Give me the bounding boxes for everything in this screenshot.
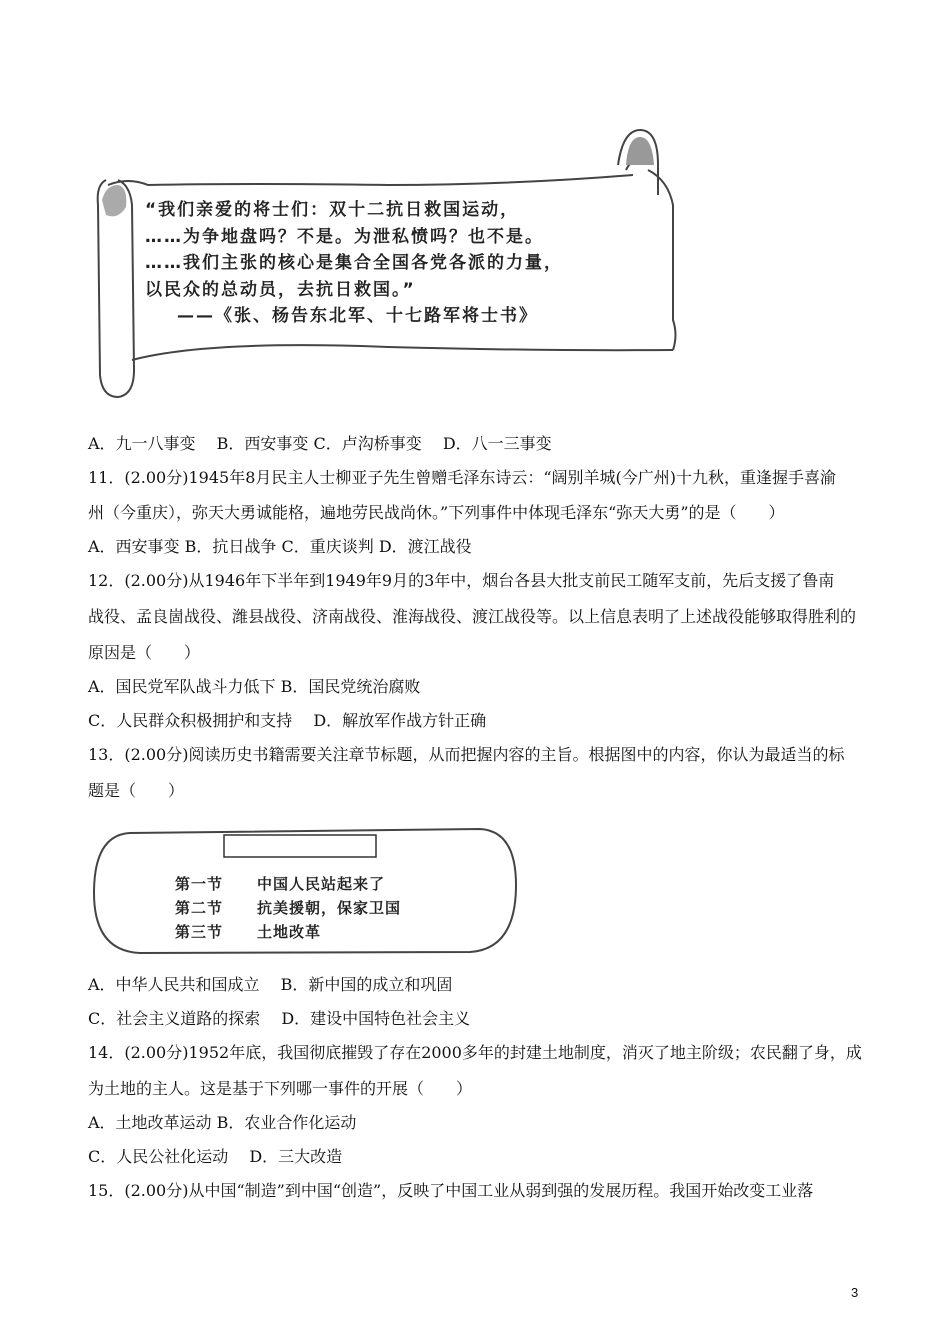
q15-stem: 15．(2.00分)从中国“制造”到中国“创造”，反映了中国工业从弱到强的发展历程。我国开始改变工业落 <box>88 1181 814 1200</box>
section-number: 第二节 <box>175 899 224 917</box>
section-number: 第三节 <box>175 923 224 941</box>
q12-stem: 12．(2.00分)从1946年下半年到1949年9月的3年中，烟台各县大批支前民工随军支前，先后支援了鲁南 <box>88 571 835 590</box>
scroll-line: ……为争地盘吗？不是。为泄私愤吗？也不是。 <box>145 226 544 247</box>
scroll-source: ——《张、杨告东北军、十七路军将士书》 <box>177 306 538 326</box>
q11-stem: 11．(2.00分)1945年8月民主人士柳亚子先生曾赠毛泽东诗云：“阔别羊城(今广州)十九秋，重逢握手喜渝 <box>88 468 837 487</box>
section-number: 第一节 <box>175 875 224 893</box>
q14-options: C．人民公社化运动 D．三大改造 <box>88 1147 343 1166</box>
q12-options: C．人民群众积极拥护和支持 D．解放军作战方针正确 <box>88 711 487 730</box>
outline-row <box>175 896 401 920</box>
q14-stem: 14．(2.00分)1952年底，我国彻底摧毁了存在2000多年的封建土地制度，消灭了地主阶级；农民翻了身，成 <box>88 1043 862 1062</box>
q12-stem: 原因是（ ） <box>88 643 201 662</box>
q12-stem: 战役、孟良崮战役、潍县战役、济南战役、淮海战役、渡江战役等。以上信息表明了上述战役能够取得胜利的 <box>88 607 857 626</box>
chapter-outline <box>175 872 401 944</box>
outline-row <box>175 872 401 896</box>
q13-options: C．社会主义道路的探索 D．建设中国特色社会主义 <box>88 1009 471 1028</box>
q13-options: A．中华人民共和国成立 B．新中国的成立和巩固 <box>88 975 453 994</box>
q14-stem: 为土地的主人。这是基于下列哪一事件的开展（ ） <box>88 1079 473 1098</box>
q12-options: A．国民党军队战斗力低下 B．国民党统治腐败 <box>88 677 421 696</box>
q11-options: A．西安事变 B．抗日战争 C．重庆谈判 D．渡江战役 <box>88 537 472 556</box>
page-number: 3 <box>851 1285 859 1300</box>
scroll-line: ……我们主张的核心是集合全国各党各派的力量， <box>145 253 563 273</box>
q13-stem: 13．(2.00分)阅读历史书籍需要关注章节标题，从而把握内容的主旨。根据图中的内容，你认为最适当的标 <box>88 745 845 764</box>
q11-stem: 州（今重庆），弥天大勇诚能格，遍地劳民战尚休。”下列事件中体现毛泽东“弥天大勇”的是（ ） <box>88 503 785 522</box>
q13-stem: 题是（ ） <box>88 781 185 800</box>
section-title: 抗美援朝，保家卫国 <box>257 899 402 917</box>
scroll-line: 以民众的总动员，去抗日救国。” <box>145 279 416 300</box>
section-title: 中国人民站起来了 <box>257 875 386 893</box>
section-title: 土地改革 <box>257 923 322 941</box>
q10-options: A．九一八事变 B．西安事变 C．卢沟桥事变 D．八一三事变 <box>88 434 552 453</box>
blank-title-box <box>224 835 376 857</box>
scroll-line: “我们亲爱的将士们：双十二抗日救国运动， <box>145 200 520 220</box>
scroll-quote <box>145 197 675 330</box>
outline-row <box>175 920 401 944</box>
q14-options: A．土地改革运动 B．农业合作化运动 <box>88 1113 357 1132</box>
